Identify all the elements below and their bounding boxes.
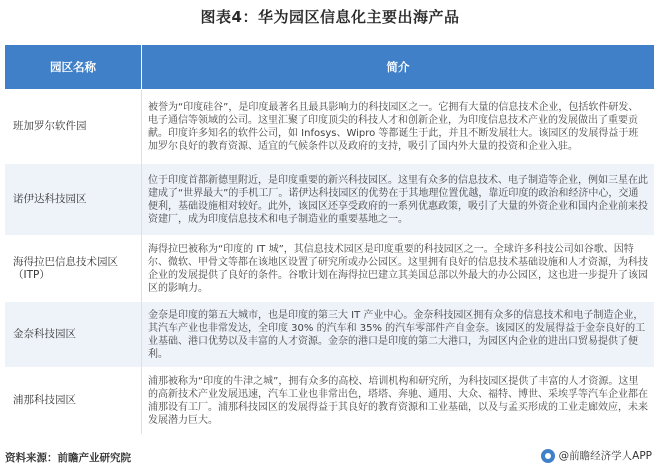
source-note: 资料来源：前瞻产业研究院 bbox=[5, 452, 131, 464]
table-row bbox=[5, 302, 654, 368]
column-header-description: 简介 bbox=[142, 45, 655, 90]
table-row bbox=[5, 368, 654, 434]
brand-text: @前瞻经济学人APP bbox=[558, 450, 652, 462]
brand-logo-icon bbox=[541, 449, 555, 463]
brand-credit bbox=[541, 448, 652, 463]
table-row bbox=[5, 90, 654, 164]
park-description-cell: 位于印度首都新德里附近，是印度重要的新兴科技园区。这里有众多的信息技术、电子制造等企业，例如三星在此建成了“世界最大”的手机工厂。诺伊达科技园区的优势在于其地理位置优越，靠近印度的政治和经济中心，交通便利，基础设施相对较好。此外，该园区还享受政府的一系列优惠政策，吸引了大量的外资企业和国内企业前来投资建厂，成为印度信息技术和电子制造业的重要基地之一。 bbox=[142, 164, 655, 236]
table-row bbox=[5, 236, 654, 302]
park-description-cell: 浦那被称为“印度的牛津之城”，拥有众多的高校、培训机构和研究所，为科技园区提供了丰富的人才资源。这里的高新技术产业发展迅速，汽车工业也非常出色，塔塔、奔驰、通用、大众、福特、博世、采埃孚等汽车企业都在浦那设有工厂。浦那科技园区的发展得益于其良好的教育资源和工业基础，以及与孟买形成的工业走廊效应，未来发展潜力巨大。 bbox=[142, 368, 655, 434]
park-name-cell: 浦那科技园区 bbox=[5, 368, 142, 434]
page-title: 图表4：华为园区信息化主要出海产品 bbox=[200, 8, 460, 26]
column-header-park-name: 园区名称 bbox=[5, 45, 142, 90]
park-description-cell: 被誉为“印度硅谷”，是印度最著名且最具影响力的科技园区之一。它拥有大量的信息技术企业，包括软件研发、电子通信等领域的公司。这里汇聚了印度顶尖的科技人才和创新企业，为印度信息技术产业的发展做出了重要贡献。印度许多知名的软件公司，如 Infosys、Wipro 等都诞生于此，并且不断发展壮大。该园区的发展得益于班加罗尔良好的教育资源、适宜的气候条件以及政府的支持，吸引了国内外大量的投资和企业入驻。 bbox=[142, 90, 655, 164]
park-description-cell: 海得拉巴被称为“印度的 IT 城”，其信息技术园区是印度重要的科技园区之一。全球许多科技公司如谷歌、因特尔、微软、甲骨文等都在该地区设置了研究所或办公园区。这里拥有良好的信息技术基础设施和人才资源，为科技企业的发展提供了良好的条件。谷歌计划在海得拉巴建立其美国总部以外最大的办公园区，这也进一步提升了该园区的影响力。 bbox=[142, 236, 655, 302]
park-name-cell: 金奈科技园区 bbox=[5, 302, 142, 368]
park-description-cell: 金奈是印度的第五大城市，也是印度的第三大 IT 产业中心。金奈科技园区拥有众多的信息技术和电子制造企业，其汽车产业也非常发达，全印度 30% 的汽车和 35% 的汽车零部件产自金奈。该园区的发展得益于金奈良好的工业基础、港口优势以及丰富的人才资源。金奈的港口是印度的第二大港口，为园区内企业的进出口贸易提供了便利。 bbox=[142, 302, 655, 368]
park-table bbox=[5, 45, 654, 434]
table-header-row bbox=[5, 45, 654, 90]
table-row bbox=[5, 164, 654, 236]
park-name-cell: 诺伊达科技园区 bbox=[5, 164, 142, 236]
park-name-cell: 海得拉巴信息技术园区（ITP） bbox=[5, 236, 142, 302]
park-name-cell: 班加罗尔软件园 bbox=[5, 90, 142, 164]
